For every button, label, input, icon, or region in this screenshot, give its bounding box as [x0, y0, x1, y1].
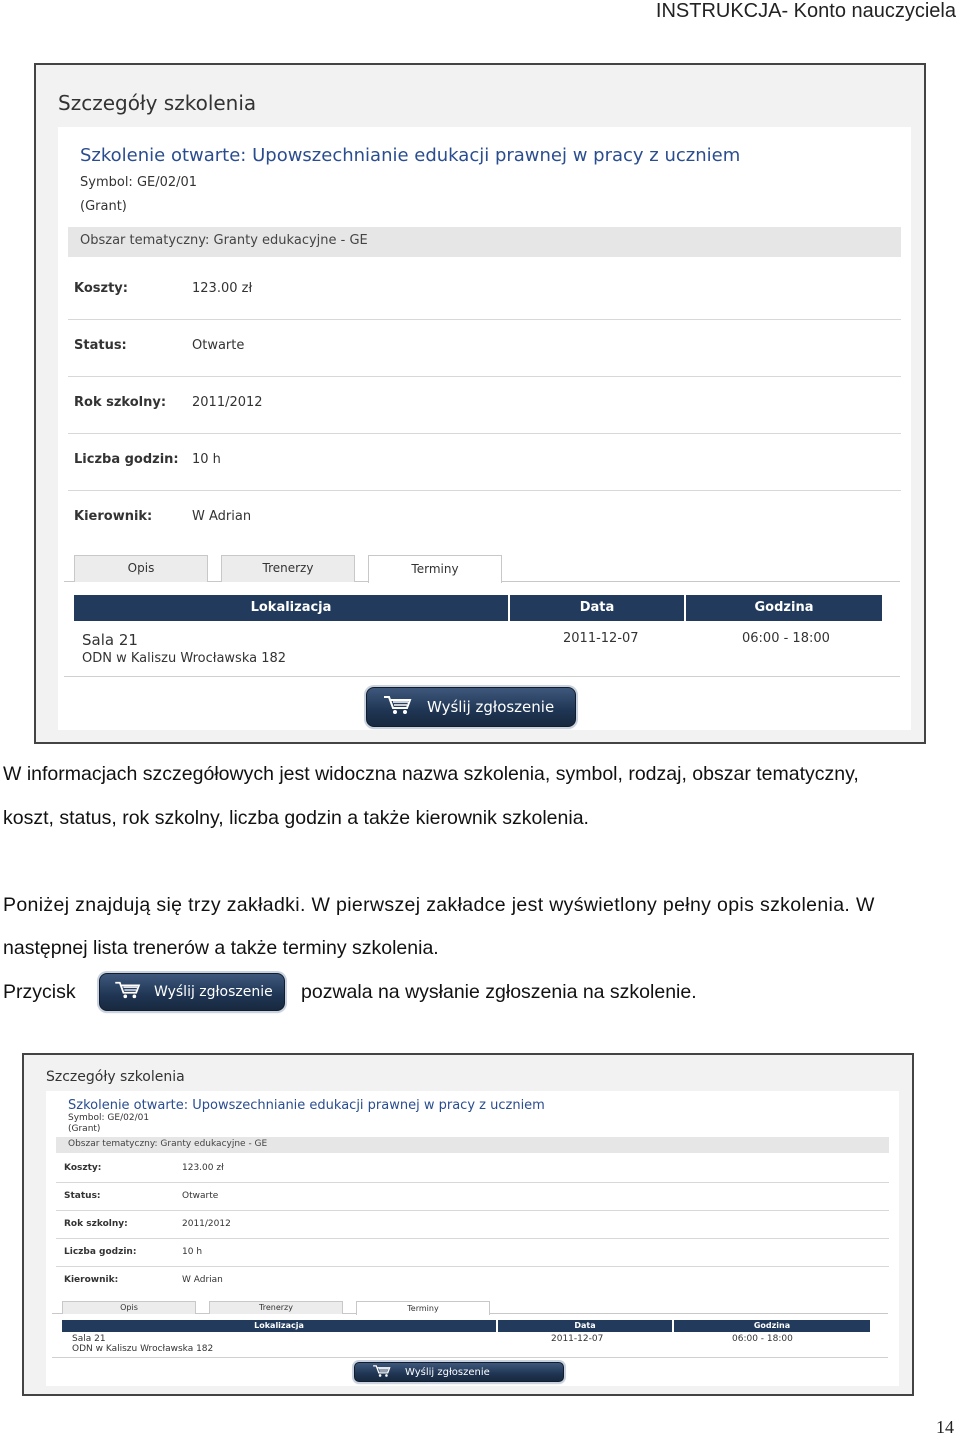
session-time: 06:00 - 18:00 [732, 1334, 793, 1344]
manager-value: W Adrian [182, 1275, 223, 1285]
inline-send-label: Wyślij zgłoszenie [154, 984, 273, 1000]
cart-icon [114, 980, 142, 1004]
session-date: 2011-12-07 [563, 631, 639, 646]
course-symbol: Symbol: GE/02/01 [68, 1113, 150, 1123]
paragraph-1-line-2: koszt, status, rok szkolny, liczba godzin a także kierownik szkolenia. [3, 807, 589, 829]
cost-label: Koszty: [64, 1163, 102, 1173]
detail-row-manager [56, 1267, 889, 1295]
table-bottom-line [52, 1357, 888, 1358]
tab-description[interactable]: Opis [62, 1301, 196, 1314]
page-number: 14 [936, 1417, 954, 1437]
detail-row-hours [56, 1239, 889, 1267]
hours-value: 10 h [182, 1247, 203, 1257]
button-sentence-end: pozwala na wysłanie zgłoszenia na szkolenie. [301, 981, 697, 1003]
location-address: ODN w Kaliszu Wrocławska 182 [72, 1344, 214, 1354]
panel-title: Szczegóły szkolenia [46, 1069, 185, 1085]
send-application-button[interactable] [366, 687, 576, 727]
location-address: ODN w Kaliszu Wrocławska 182 [82, 651, 287, 666]
paragraph-2-line-2: następnej lista trenerów a także terminy szkolenia. [3, 937, 439, 959]
thematic-area: Obszar tematyczny: Granty edukacyjne - GE [68, 227, 901, 257]
course-details-screenshot [34, 63, 926, 744]
course-title: Szkolenie otwarte: Upowszechnianie edukacji prawnej w pracy z uczniem [80, 145, 741, 166]
paragraph-1-line-1: W informacjach szczegółowych jest widoczna nazwa szkolenia, symbol, rodzaj, obszar tematyczny, [3, 763, 859, 785]
course-type: (Grant) [68, 1124, 101, 1134]
detail-row-school-year [68, 377, 901, 434]
column-date: Data [498, 1320, 674, 1332]
hours-label: Liczba godzin: [64, 1247, 137, 1257]
cost-value: 123.00 zł [192, 281, 253, 296]
detail-row-hours [68, 434, 901, 491]
detail-row-status [68, 320, 901, 377]
course-symbol: Symbol: GE/02/01 [80, 175, 198, 190]
detail-row-manager [68, 491, 901, 548]
manager-value: W Adrian [192, 509, 252, 524]
table-bottom-line [64, 676, 900, 677]
column-location: Lokalizacja [62, 1320, 498, 1332]
tab-dates[interactable]: Terminy [368, 555, 502, 583]
tab-trainers[interactable]: Trenerzy [221, 555, 355, 582]
course-details-screenshot-compact [22, 1053, 914, 1396]
detail-row-cost [56, 1155, 889, 1183]
cost-label: Koszty: [74, 281, 128, 296]
school-year-label: Rok szkolny: [64, 1219, 128, 1229]
hours-value: 10 h [192, 452, 221, 467]
dates-table-header [62, 1320, 870, 1332]
detail-row-cost [68, 263, 901, 320]
hours-label: Liczba godzin: [74, 452, 179, 467]
details-list [56, 1155, 889, 1295]
column-date: Data [510, 595, 686, 621]
course-title: Szkolenie otwarte: Upowszechnianie edukacji prawnej w pracy z uczniem [68, 1098, 545, 1113]
column-time: Godzina [753, 1321, 791, 1330]
location-room: Sala 21 [72, 1334, 106, 1344]
detail-row-school-year [56, 1211, 889, 1239]
school-year-value: 2011/2012 [182, 1219, 231, 1229]
status-value: Otwarte [182, 1191, 219, 1201]
details-list [68, 263, 901, 548]
tab-description[interactable]: Opis [74, 555, 208, 582]
session-date: 2011-12-07 [551, 1334, 604, 1344]
manager-label: Kierownik: [74, 509, 153, 524]
send-application-button[interactable] [354, 1362, 564, 1382]
course-type: (Grant) [80, 199, 127, 214]
column-location: Lokalizacja [74, 595, 510, 621]
session-time: 06:00 - 18:00 [742, 631, 830, 646]
document-header: INSTRUKCJA- Konto nauczyciela [655, 0, 956, 22]
tab-trainers[interactable]: Trenerzy [209, 1301, 343, 1314]
column-time: Godzina [754, 600, 814, 615]
cost-value: 123.00 zł [182, 1163, 224, 1173]
panel-title: Szczegóły szkolenia [58, 91, 257, 115]
paragraph-2-line-1: Poniżej znajdują się trzy zakładki. W pierwszej zakładce jest wyświetlony pełny opis szkolenia. W [3, 894, 875, 916]
cart-icon [371, 1364, 393, 1381]
manager-label: Kierownik: [64, 1275, 119, 1285]
details-panel [58, 127, 911, 730]
send-application-label: Wyślij zgłoszenie [405, 1366, 490, 1378]
cart-icon [383, 694, 413, 720]
inline-send-button [99, 973, 285, 1011]
status-value: Otwarte [192, 338, 245, 353]
button-sentence-start: Przycisk [3, 981, 76, 1003]
send-application-label: Wyślij zgłoszenie [427, 698, 555, 716]
status-label: Status: [74, 338, 127, 353]
dates-table-header [74, 595, 882, 621]
thematic-area: Obszar tematyczny: Granty edukacyjne - GE [56, 1137, 889, 1153]
school-year-label: Rok szkolny: [74, 395, 167, 410]
details-panel [46, 1091, 899, 1386]
school-year-value: 2011/2012 [192, 395, 263, 410]
detail-row-status [56, 1183, 889, 1211]
tab-dates[interactable]: Terminy [356, 1301, 490, 1315]
location-room: Sala 21 [82, 631, 138, 649]
status-label: Status: [64, 1191, 101, 1201]
